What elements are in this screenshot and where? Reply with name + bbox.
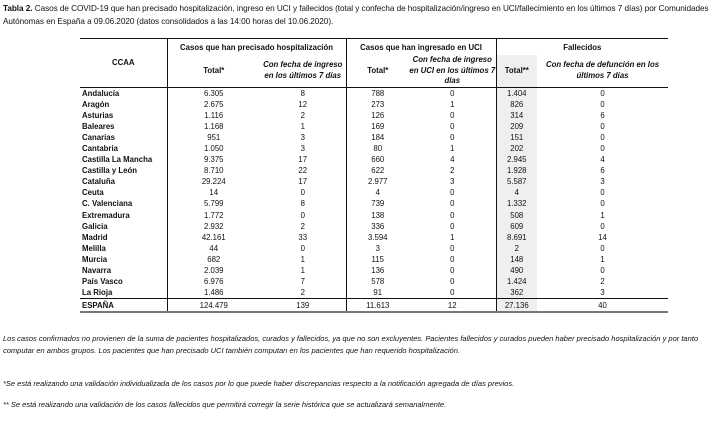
cell-fall-total: 1.928: [496, 165, 537, 176]
cell-uci-7d: 1: [450, 143, 455, 153]
cell-fall-7d: 0: [600, 143, 605, 153]
table-row: [80, 187, 668, 198]
cell-fall-total: 490: [496, 265, 537, 276]
cell-hosp-7d: 8: [300, 88, 305, 98]
cell-fall-7d: 2: [600, 277, 605, 287]
cell-fall-total: 148: [496, 254, 537, 265]
cell-fall-total: 1.424: [496, 276, 537, 287]
cell-ccaa: Navarra: [82, 266, 112, 275]
cell-uci-total: 3: [346, 243, 409, 254]
cell-fall-total: 1.404: [496, 87, 537, 99]
cell-uci-total: 91: [346, 287, 409, 299]
cell-uci-total: 126: [346, 110, 409, 121]
cell-hosp-total: 42.161: [167, 232, 260, 243]
cell-hosp-total: 1.486: [167, 287, 260, 299]
cell-fall-total: 151: [496, 132, 537, 143]
cell-ccaa: Extremadura: [82, 210, 130, 220]
cell-hosp-total: 44: [167, 243, 260, 254]
footnote-general: Los casos confirmados no provienen de la suma de pacientes hospitalizados, curados y fallecidos, ya que no son excluyentes. Pacientes fallecidos y curados pueden haber precisado hospitalización y por tanto computar en ambos grupos. Los pacientes que han precisado UCI también computan en los pacientes que han requerido hospitalización.: [3, 334, 699, 355]
cell-ccaa: Ceuta: [82, 188, 104, 198]
cell-hosp-7d: 1: [300, 121, 305, 131]
table-row: [80, 99, 668, 110]
cell-uci-7d: 2: [450, 166, 455, 176]
table-row: [80, 87, 668, 99]
cell-fall-total: 609: [496, 221, 537, 232]
cell-uci-7d: 1: [450, 99, 455, 109]
cell-uci-7d: 0: [450, 221, 455, 231]
cell-fall-7d: 0: [600, 88, 605, 98]
cell-hosp-total: 29.224: [167, 176, 260, 187]
cell-hosp-7d: 17: [298, 177, 308, 187]
table-row: [80, 254, 668, 265]
table-caption: [3, 3, 718, 28]
cell-fall-total: 5.587: [496, 176, 537, 187]
cell-fall-7d: 0: [600, 266, 605, 275]
cell-ccaa: Galicia: [82, 221, 108, 231]
footnote-single-asterisk: *Se está realizando una validación individualizada de los casos por lo que puede haber discrepancias respecto a la notificación agregada de días previos.: [3, 379, 515, 388]
table-row: [80, 221, 668, 232]
header-ccaa: CCAA: [80, 39, 167, 88]
cell-fall-7d: 0: [600, 243, 605, 253]
header-deaths-total: Total**: [496, 55, 537, 87]
cell-ccaa: Andalucía: [82, 88, 120, 98]
cell-uci-7d: 0: [450, 210, 455, 220]
cell-hosp-7d: 0: [300, 210, 305, 220]
cell-fall-7d: 6: [600, 166, 605, 176]
header-uci-total: Total*: [346, 55, 409, 87]
table-row: [80, 210, 668, 221]
cell-fall-total: 362: [496, 287, 537, 299]
cell-hosp-total: 1.168: [167, 121, 260, 132]
cell-uci-7d: 0: [450, 88, 455, 98]
cell-fall-total: 27.136: [496, 299, 537, 313]
table-row: [80, 165, 668, 176]
cell-uci-total: 184: [346, 132, 409, 143]
cell-hosp-7d: 3: [300, 143, 305, 153]
footnote-double-asterisk: ** Se está realizando una validación de los casos fallecidos que permitirá corregir la serie histórica que se actualizará semanalmente.: [3, 400, 447, 409]
cell-fall-7d: 0: [600, 121, 605, 131]
cell-ccaa: Madrid: [82, 232, 108, 242]
cell-ccaa: ESPAÑA: [80, 299, 167, 313]
table-row: [80, 121, 668, 132]
cell-ccaa: Castilla y León: [82, 166, 138, 176]
cell-hosp-total: 9.375: [167, 154, 260, 165]
cell-uci-total: 788: [346, 87, 409, 99]
cell-hosp-total: 2.932: [167, 221, 260, 232]
table-row: [80, 154, 668, 165]
table-header: [80, 39, 668, 88]
cell-fall-7d: 14: [598, 232, 607, 242]
cell-hosp-total: 14: [167, 187, 260, 198]
cell-uci-total: 169: [346, 121, 409, 132]
cell-hosp-total: 2.039: [167, 265, 260, 276]
cell-uci-total: 273: [346, 99, 409, 110]
cell-hosp-7d: 12: [298, 99, 308, 109]
cell-fall-7d: 3: [600, 177, 605, 187]
cell-hosp-total: 1.116: [167, 110, 260, 121]
cell-hosp-total: 951: [167, 132, 260, 143]
cell-uci-total: 138: [346, 210, 409, 221]
cell-fall-7d: 0: [600, 221, 605, 231]
header-group-hospitalization: Casos que han precisado hospitalización: [167, 39, 346, 56]
cell-uci-total: 4: [346, 187, 409, 198]
cell-uci-total: 115: [346, 254, 409, 265]
cell-fall-7d: 40: [537, 299, 668, 313]
cell-hosp-total: 124.479: [167, 299, 260, 313]
header-group-uci: Casos que han ingresado en UCI: [346, 39, 496, 56]
cell-uci-7d: 0: [450, 288, 455, 298]
cell-uci-7d: 0: [450, 266, 455, 275]
cell-ccaa: País Vasco: [82, 277, 123, 287]
cell-fall-7d: 3: [600, 288, 605, 298]
cell-hosp-7d: 1: [300, 254, 305, 264]
table-row: [80, 232, 668, 243]
cell-uci-7d: 0: [450, 199, 455, 209]
cell-fall-total: 202: [496, 143, 537, 154]
cell-hosp-7d: 33: [298, 232, 308, 242]
cell-fall-total: 4: [496, 187, 537, 198]
cell-fall-total: 2: [496, 243, 537, 254]
cell-uci-7d: 0: [450, 188, 455, 198]
cell-hosp-7d: 1: [300, 266, 305, 275]
cell-hosp-7d: 3: [300, 132, 305, 142]
cell-ccaa: Aragón: [82, 99, 110, 109]
cell-fall-total: 508: [496, 210, 537, 221]
cell-uci-7d: 0: [450, 121, 455, 131]
cell-uci-total: 622: [346, 165, 409, 176]
cell-fall-7d: 1: [600, 254, 605, 264]
table-row: [80, 176, 668, 187]
cell-fall-7d: 0: [600, 199, 605, 209]
header-group-deaths: Fallecidos: [496, 39, 668, 56]
cell-hosp-total: 1.772: [167, 210, 260, 221]
table-row: [80, 243, 668, 254]
header-hosp-total: Total*: [167, 55, 260, 87]
cell-fall-7d: 0: [600, 132, 605, 142]
table-row: [80, 265, 668, 276]
cell-hosp-7d: 139: [260, 299, 346, 313]
cell-uci-total: 578: [346, 276, 409, 287]
table-row: [80, 143, 668, 154]
cell-ccaa: Cantabria: [82, 143, 118, 153]
cell-fall-total: 826: [496, 99, 537, 110]
cell-ccaa: La Rioja: [82, 288, 113, 298]
cell-fall-total: 314: [496, 110, 537, 121]
cell-ccaa: Baleares: [82, 121, 115, 131]
cell-fall-7d: 0: [600, 188, 605, 198]
cell-fall-total: 209: [496, 121, 537, 132]
header-hosp-7d: Con fecha de ingreso en los últimos 7 días: [260, 55, 346, 87]
table-row: [80, 276, 668, 287]
cell-uci-7d: 12: [409, 299, 496, 313]
cell-uci-total: 739: [346, 198, 409, 209]
cell-uci-7d: 0: [450, 132, 455, 142]
covid-hospitalization-table: [80, 38, 668, 313]
cell-hosp-7d: 7: [300, 277, 305, 287]
cell-hosp-total: 5.799: [167, 198, 260, 209]
cell-uci-7d: 0: [450, 110, 455, 120]
cell-hosp-total: 2.675: [167, 99, 260, 110]
caption-label: Tabla 2.: [3, 4, 33, 13]
cell-uci-total: 136: [346, 265, 409, 276]
cell-hosp-7d: 22: [298, 166, 308, 176]
cell-hosp-7d: 8: [300, 199, 305, 209]
cell-fall-total: 1.332: [496, 198, 537, 209]
cell-hosp-7d: 0: [300, 243, 305, 253]
cell-hosp-total: 8.710: [167, 165, 260, 176]
covid-table-container: [80, 38, 668, 313]
cell-ccaa: Castilla La Mancha: [82, 155, 153, 165]
cell-hosp-total: 6.976: [167, 276, 260, 287]
cell-fall-7d: 6: [600, 110, 605, 120]
cell-uci-total: 2.977: [346, 176, 409, 187]
header-deaths-7d: Con fecha de defunción en los últimos 7 días: [537, 55, 668, 87]
cell-ccaa: C. Valenciana: [82, 199, 133, 209]
table-body: [80, 87, 668, 312]
cell-uci-total: 11.613: [346, 299, 409, 313]
table-row: [80, 198, 668, 209]
table-row: [80, 110, 668, 121]
cell-hosp-total: 682: [167, 254, 260, 265]
cell-fall-7d: 0: [600, 99, 605, 109]
cell-hosp-7d: 2: [300, 221, 305, 231]
cell-uci-7d: 0: [450, 277, 455, 287]
table-row-total: [80, 299, 668, 313]
cell-uci-7d: 4: [450, 155, 455, 165]
cell-fall-7d: 1: [600, 210, 605, 220]
cell-fall-7d: 4: [600, 155, 605, 165]
cell-hosp-7d: 2: [300, 288, 305, 298]
cell-ccaa: Asturias: [82, 110, 114, 120]
header-uci-7d: Con fecha de ingreso en UCI en los últimos 7 días: [409, 55, 496, 85]
cell-uci-7d: 0: [450, 243, 455, 253]
cell-ccaa: Murcia: [82, 254, 108, 264]
cell-uci-7d: 1: [450, 232, 455, 242]
table-row: [80, 132, 668, 143]
cell-ccaa: Cataluña: [82, 177, 115, 187]
table-row: [80, 287, 668, 299]
cell-hosp-total: 6.305: [167, 87, 260, 99]
cell-uci-total: 3.594: [346, 232, 409, 243]
cell-fall-total: 8.691: [496, 232, 537, 243]
cell-ccaa: Melilla: [82, 243, 106, 253]
cell-hosp-7d: 2: [300, 110, 305, 120]
cell-uci-7d: 3: [450, 177, 455, 187]
cell-fall-total: 2.945: [496, 154, 537, 165]
caption-text: Casos de COVID-19 que han precisado hospitalización, ingreso en UCI y fallecidos (total y confecha de hospitalización/ingreso en UCI/fallecimiento en los últimos 7 días) por Comunidades Autónomas en España a 09.06.2020 (datos consolidados a las 14:00 horas del 10.06.2020).: [3, 4, 709, 26]
cell-uci-7d: 0: [450, 254, 455, 264]
cell-hosp-7d: 0: [300, 188, 305, 198]
cell-uci-total: 80: [346, 143, 409, 154]
cell-uci-total: 336: [346, 221, 409, 232]
cell-hosp-total: 1.050: [167, 143, 260, 154]
cell-uci-total: 660: [346, 154, 409, 165]
cell-hosp-7d: 17: [298, 155, 308, 165]
cell-ccaa: Canarias: [82, 132, 115, 142]
